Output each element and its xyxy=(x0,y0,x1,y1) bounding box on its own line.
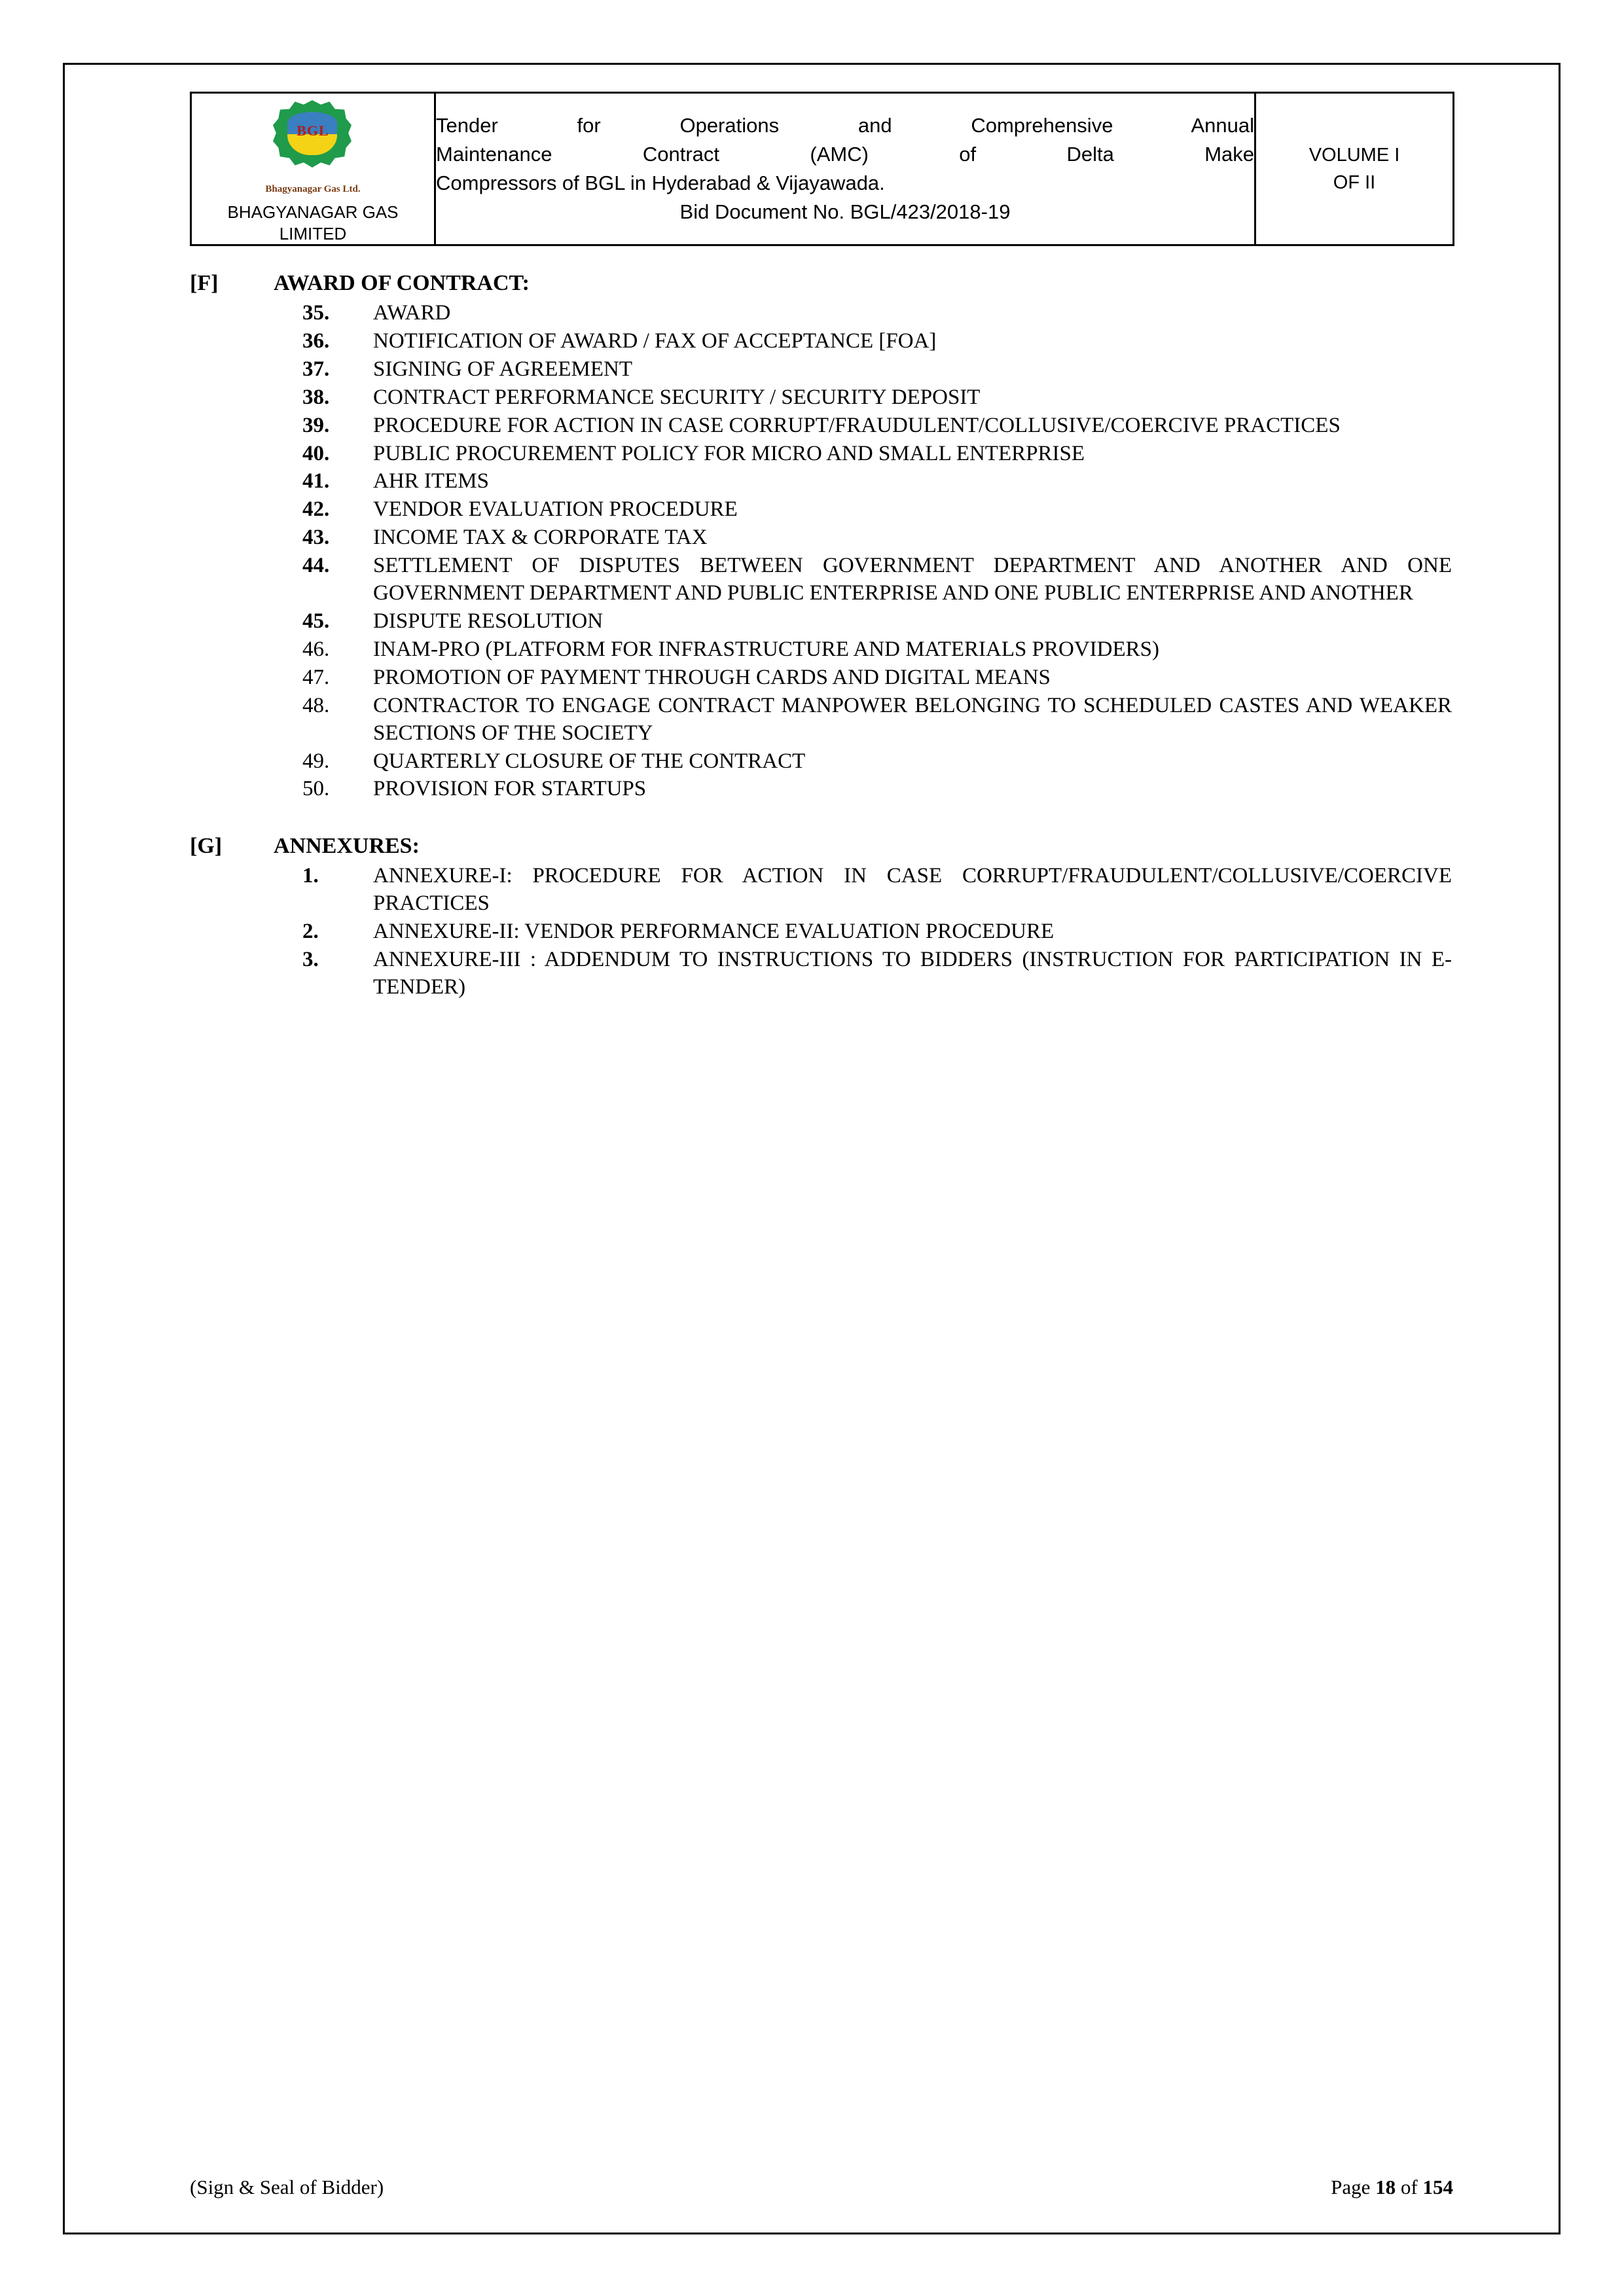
section-heading xyxy=(190,834,1453,859)
list-item xyxy=(190,918,1453,946)
footer-total-pages: 154 xyxy=(1422,2176,1453,2198)
item-number: 50. xyxy=(302,777,330,801)
logo-company-line-2: LIMITED xyxy=(279,223,347,243)
section-tag: [G] xyxy=(190,834,223,859)
item-text: INAM-PRO (PLATFORM FOR INFRASTRUCTURE AND MATERIALS PROVIDERS) xyxy=(373,637,1159,661)
item-number: 39. xyxy=(302,413,330,437)
list-item xyxy=(190,608,1453,636)
bgl-logo-icon xyxy=(264,96,362,181)
footer-current-page: 18 xyxy=(1375,2176,1396,2198)
header-title-line-3: Compressors of BGL in Hyderabad & Vijayawada. xyxy=(436,171,885,194)
list-item xyxy=(190,776,1453,803)
award-items-list xyxy=(190,300,1453,803)
list-item xyxy=(190,552,1453,607)
list-item xyxy=(190,412,1453,440)
item-number: 49. xyxy=(302,749,330,773)
volume-line-2: OF II xyxy=(1333,172,1376,193)
footer-of-label: of xyxy=(1400,2176,1418,2198)
item-number: 35. xyxy=(302,301,330,325)
item-text: PROMOTION OF PAYMENT THROUGH CARDS AND DIGITAL MEANS xyxy=(373,665,1051,689)
section-title: ANNEXURES: xyxy=(274,834,420,859)
header-title-cell xyxy=(435,93,1255,245)
item-text: PROCEDURE FOR ACTION IN CASE CORRUPT/FRAUDULENT/COLLUSIVE/COERCIVE PRACTICES xyxy=(373,413,1341,437)
logo-mark-text: BGL xyxy=(297,122,329,139)
item-number: 2. xyxy=(302,920,319,944)
list-item xyxy=(190,748,1453,776)
item-text: INCOME TAX & CORPORATE TAX xyxy=(373,526,708,550)
logo-subtext: Bhagyanagar Gas Ltd. xyxy=(265,184,361,194)
section-award-of-contract xyxy=(190,271,1453,803)
footer-page-number xyxy=(1331,2176,1453,2199)
item-text: AHR ITEMS xyxy=(373,469,489,493)
item-text: ANNEXURE-III : ADDENDUM TO INSTRUCTIONS TO BIDDERS (INSTRUCTION FOR PARTICIPATION IN E-TENDER) xyxy=(373,948,1452,999)
item-number: 43. xyxy=(302,526,330,550)
item-number: 36. xyxy=(302,329,330,353)
item-text: PROVISION FOR STARTUPS xyxy=(373,777,647,801)
list-item xyxy=(190,636,1453,664)
section-tag: [F] xyxy=(190,271,219,295)
list-item xyxy=(190,440,1453,468)
item-number: 40. xyxy=(302,441,330,465)
item-number: 47. xyxy=(302,665,330,689)
item-text: SIGNING OF AGREEMENT xyxy=(373,357,632,381)
header-title-line-2: Maintenance Contract (AMC) of Delta Make xyxy=(436,142,1254,166)
list-item xyxy=(190,328,1453,355)
item-text: NOTIFICATION OF AWARD / FAX OF ACCEPTANCE [FOA] xyxy=(373,329,937,353)
item-number: 37. xyxy=(302,357,330,381)
list-item xyxy=(190,946,1453,1001)
list-item xyxy=(190,664,1453,692)
item-number: 44. xyxy=(302,554,330,578)
item-text: DISPUTE RESOLUTION xyxy=(373,609,604,633)
list-item xyxy=(190,384,1453,412)
section-heading xyxy=(190,271,1453,296)
item-number: 41. xyxy=(302,469,330,493)
list-item xyxy=(190,356,1453,384)
item-text: SETTLEMENT OF DISPUTES BETWEEN GOVERNMENT DEPARTMENT AND ANOTHER AND ONE GOVERNMENT DEPARTMENT AND PUBLIC ENTERPRISE AND ONE PUBLIC ENTERPRISE AND ANOTHER xyxy=(373,554,1452,605)
item-number: 42. xyxy=(302,497,330,522)
item-text: VENDOR EVALUATION PROCEDURE xyxy=(373,497,738,522)
annexure-items-list xyxy=(190,863,1453,1001)
header-volume-cell xyxy=(1255,93,1454,245)
list-item xyxy=(190,863,1453,918)
item-number: 45. xyxy=(302,609,330,633)
logo-company-line-1: BHAGYANAGAR GAS xyxy=(227,202,399,222)
item-text: ANNEXURE-II: VENDOR PERFORMANCE EVALUATION PROCEDURE xyxy=(373,920,1055,944)
volume-line-1: VOLUME I xyxy=(1308,144,1400,166)
item-text: ANNEXURE-I: PROCEDURE FOR ACTION IN CASE CORRUPT/FRAUDULENT/COLLUSIVE/COERCIVE PRACTICES xyxy=(373,864,1452,916)
list-item xyxy=(190,692,1453,747)
section-spacer xyxy=(190,804,1453,834)
list-item xyxy=(190,468,1453,495)
item-number: 46. xyxy=(302,637,330,661)
header-bid-document-no: Bid Document No. BGL/423/2018-19 xyxy=(679,200,1011,224)
item-number: 3. xyxy=(302,948,319,972)
page-footer xyxy=(190,2176,1453,2199)
item-text: CONTRACT PERFORMANCE SECURITY / SECURITY DEPOSIT xyxy=(373,385,981,409)
section-annexures xyxy=(190,834,1453,1001)
item-text: CONTRACTOR TO ENGAGE CONTRACT MANPOWER BELONGING TO SCHEDULED CASTES AND WEAKER SECTIONS OF THE SOCIETY xyxy=(373,693,1452,745)
header-logo-cell xyxy=(191,93,435,245)
section-title: AWARD OF CONTRACT: xyxy=(274,271,530,295)
list-item xyxy=(190,524,1453,552)
item-text: AWARD xyxy=(373,301,451,325)
item-number: 38. xyxy=(302,385,330,409)
item-number: 48. xyxy=(302,693,330,717)
item-number: 1. xyxy=(302,864,319,888)
footer-sign-seal: (Sign & Seal of Bidder) xyxy=(190,2176,384,2198)
header-title-line-1: Tender for Operations and Comprehensive Annual xyxy=(436,113,1254,137)
document-header-table xyxy=(190,92,1454,246)
item-text: QUARTERLY CLOSURE OF THE CONTRACT xyxy=(373,749,806,773)
item-text: PUBLIC PROCUREMENT POLICY FOR MICRO AND SMALL ENTERPRISE xyxy=(373,441,1085,465)
page-content xyxy=(190,92,1453,1002)
footer-page-label: Page xyxy=(1331,2176,1371,2198)
list-item xyxy=(190,300,1453,327)
list-item xyxy=(190,496,1453,524)
